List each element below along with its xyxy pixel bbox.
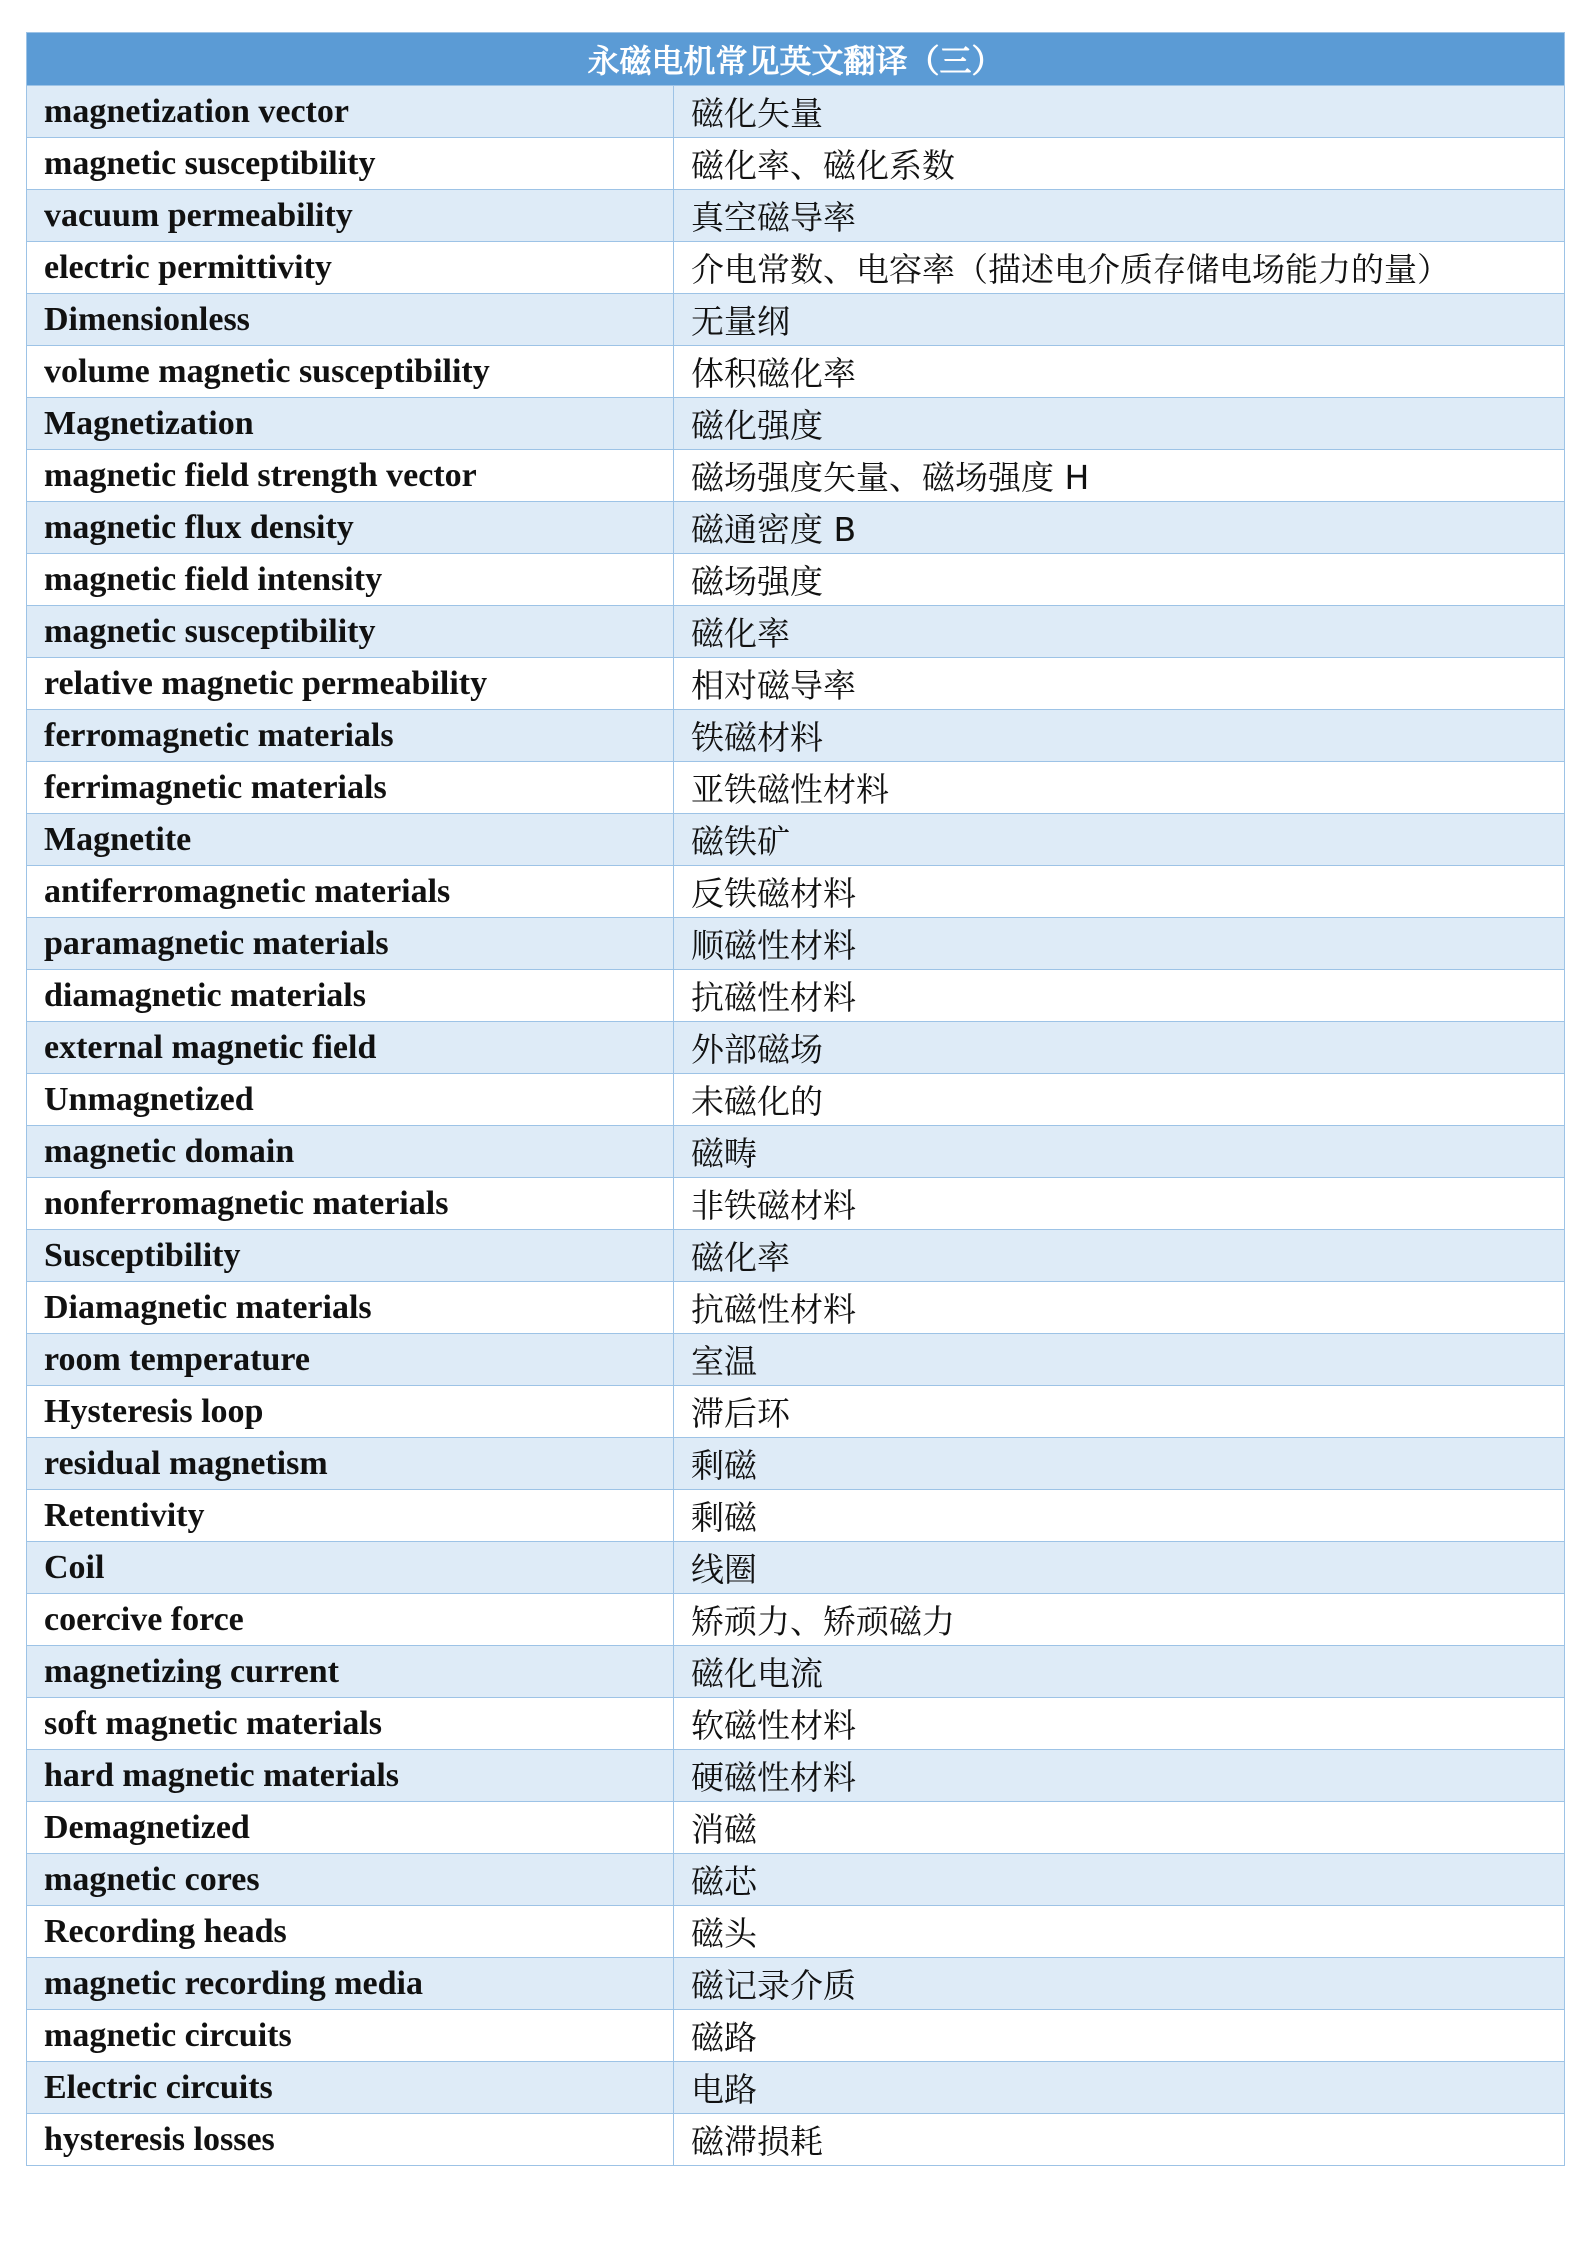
english-term: magnetic domain [27, 1126, 674, 1178]
english-term: hard magnetic materials [27, 1750, 674, 1802]
english-term: soft magnetic materials [27, 1698, 674, 1750]
chinese-translation: 剩磁 [674, 1490, 1565, 1542]
chinese-translation: 软磁性材料 [674, 1698, 1565, 1750]
glossary-sheet [26, 32, 1564, 2166]
english-term: magnetic circuits [27, 2010, 674, 2062]
english-term: magnetic field strength vector [27, 450, 674, 502]
title-row [27, 33, 1565, 86]
chinese-translation: 室温 [674, 1334, 1565, 1386]
chinese-translation: 硬磁性材料 [674, 1750, 1565, 1802]
chinese-translation: 磁化率、磁化系数 [674, 138, 1565, 190]
glossary-body [27, 86, 1565, 2166]
table-row [27, 1178, 1565, 1230]
table-row [27, 1386, 1565, 1438]
english-term: vacuum permeability [27, 190, 674, 242]
chinese-translation: 介电常数、电容率（描述电介质存储电场能力的量） [674, 242, 1565, 294]
table-row [27, 606, 1565, 658]
chinese-translation: 抗磁性材料 [674, 1282, 1565, 1334]
english-term: Susceptibility [27, 1230, 674, 1282]
table-row [27, 1282, 1565, 1334]
table-row [27, 1750, 1565, 1802]
chinese-translation: 磁化电流 [674, 1646, 1565, 1698]
table-title: 永磁电机常见英文翻译（三） [27, 33, 1565, 86]
english-term: Hysteresis loop [27, 1386, 674, 1438]
chinese-translation: 磁化矢量 [674, 86, 1565, 138]
english-term: Retentivity [27, 1490, 674, 1542]
table-row [27, 658, 1565, 710]
chinese-translation: 线圈 [674, 1542, 1565, 1594]
english-term: room temperature [27, 1334, 674, 1386]
english-term: Unmagnetized [27, 1074, 674, 1126]
table-row [27, 866, 1565, 918]
chinese-translation: 磁畴 [674, 1126, 1565, 1178]
english-term: magnetic recording media [27, 1958, 674, 2010]
chinese-translation: 磁记录介质 [674, 1958, 1565, 2010]
english-term: residual magnetism [27, 1438, 674, 1490]
table-row [27, 1074, 1565, 1126]
english-term: Dimensionless [27, 294, 674, 346]
english-term: ferromagnetic materials [27, 710, 674, 762]
chinese-translation: 磁滞损耗 [674, 2114, 1565, 2166]
chinese-translation: 矫顽力、矫顽磁力 [674, 1594, 1565, 1646]
table-row [27, 1698, 1565, 1750]
english-term: magnetic susceptibility [27, 138, 674, 190]
english-term: antiferromagnetic materials [27, 866, 674, 918]
table-row [27, 1802, 1565, 1854]
chinese-translation: 磁化强度 [674, 398, 1565, 450]
chinese-translation: 抗磁性材料 [674, 970, 1565, 1022]
table-row [27, 1230, 1565, 1282]
english-term: coercive force [27, 1594, 674, 1646]
chinese-translation: 体积磁化率 [674, 346, 1565, 398]
table-row [27, 1542, 1565, 1594]
glossary-table [26, 32, 1565, 2166]
chinese-translation: 电路 [674, 2062, 1565, 2114]
chinese-translation: 磁铁矿 [674, 814, 1565, 866]
english-term: Magnetite [27, 814, 674, 866]
chinese-translation: 磁通密度 B [674, 502, 1565, 554]
chinese-translation: 磁化率 [674, 606, 1565, 658]
table-row [27, 346, 1565, 398]
table-row [27, 1906, 1565, 1958]
chinese-translation: 铁磁材料 [674, 710, 1565, 762]
english-term: relative magnetic permeability [27, 658, 674, 710]
chinese-translation: 磁路 [674, 2010, 1565, 2062]
english-term: ferrimagnetic materials [27, 762, 674, 814]
table-row [27, 190, 1565, 242]
english-term: Recording heads [27, 1906, 674, 1958]
english-term: magnetic susceptibility [27, 606, 674, 658]
english-term: magnetic field intensity [27, 554, 674, 606]
chinese-translation: 反铁磁材料 [674, 866, 1565, 918]
table-row [27, 2062, 1565, 2114]
table-row [27, 762, 1565, 814]
table-row [27, 450, 1565, 502]
chinese-translation: 磁化率 [674, 1230, 1565, 1282]
table-row [27, 554, 1565, 606]
table-row [27, 1490, 1565, 1542]
chinese-translation: 真空磁导率 [674, 190, 1565, 242]
chinese-translation: 磁场强度矢量、磁场强度 H [674, 450, 1565, 502]
table-row [27, 1438, 1565, 1490]
english-term: electric permittivity [27, 242, 674, 294]
english-term: paramagnetic materials [27, 918, 674, 970]
chinese-translation: 磁场强度 [674, 554, 1565, 606]
table-row [27, 1334, 1565, 1386]
table-row [27, 1854, 1565, 1906]
english-term: volume magnetic susceptibility [27, 346, 674, 398]
table-row [27, 294, 1565, 346]
table-row [27, 1594, 1565, 1646]
table-row [27, 918, 1565, 970]
table-row [27, 2010, 1565, 2062]
table-row [27, 502, 1565, 554]
table-row [27, 814, 1565, 866]
table-row [27, 86, 1565, 138]
english-term: magnetization vector [27, 86, 674, 138]
english-term: magnetic cores [27, 1854, 674, 1906]
english-term: diamagnetic materials [27, 970, 674, 1022]
english-term: hysteresis losses [27, 2114, 674, 2166]
chinese-translation: 相对磁导率 [674, 658, 1565, 710]
table-row [27, 1126, 1565, 1178]
table-row [27, 138, 1565, 190]
chinese-translation: 消磁 [674, 1802, 1565, 1854]
english-term: Diamagnetic materials [27, 1282, 674, 1334]
table-row [27, 970, 1565, 1022]
table-row [27, 242, 1565, 294]
chinese-translation: 顺磁性材料 [674, 918, 1565, 970]
chinese-translation: 滞后环 [674, 1386, 1565, 1438]
chinese-translation: 未磁化的 [674, 1074, 1565, 1126]
table-row [27, 1958, 1565, 2010]
english-term: Electric circuits [27, 2062, 674, 2114]
table-row [27, 710, 1565, 762]
chinese-translation: 磁芯 [674, 1854, 1565, 1906]
chinese-translation: 外部磁场 [674, 1022, 1565, 1074]
chinese-translation: 无量纲 [674, 294, 1565, 346]
table-row [27, 2114, 1565, 2166]
english-term: external magnetic field [27, 1022, 674, 1074]
chinese-translation: 剩磁 [674, 1438, 1565, 1490]
chinese-translation: 磁头 [674, 1906, 1565, 1958]
english-term: Demagnetized [27, 1802, 674, 1854]
table-row [27, 398, 1565, 450]
english-term: Magnetization [27, 398, 674, 450]
english-term: nonferromagnetic materials [27, 1178, 674, 1230]
table-row [27, 1022, 1565, 1074]
chinese-translation: 亚铁磁性材料 [674, 762, 1565, 814]
chinese-translation: 非铁磁材料 [674, 1178, 1565, 1230]
table-row [27, 1646, 1565, 1698]
english-term: magnetizing current [27, 1646, 674, 1698]
english-term: Coil [27, 1542, 674, 1594]
english-term: magnetic flux density [27, 502, 674, 554]
